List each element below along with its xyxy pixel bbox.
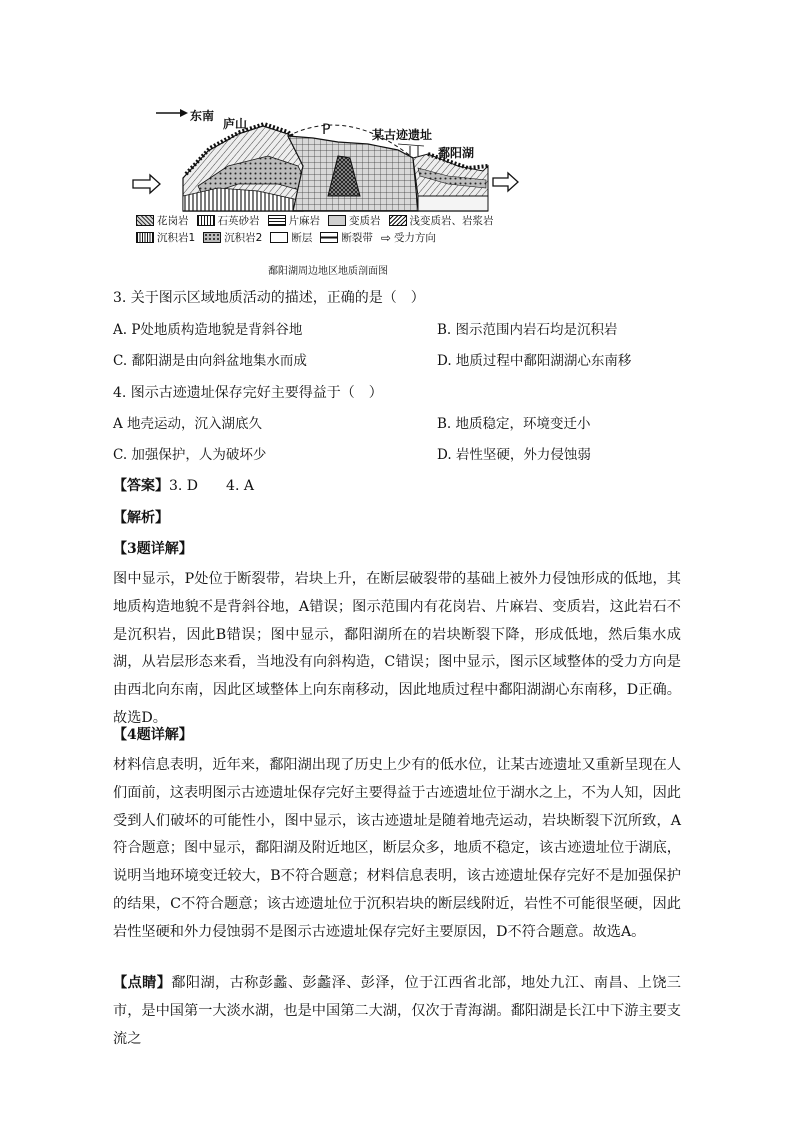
legend-item: 沉积岩1 [136,230,195,245]
detail-3-text: 图中显示，P处位于断裂带，岩块上升，在断层破裂带的基础上被外力侵蚀形成的低地，其地质构造地貌不是背斜谷地，A错误；图示范围内有花岗岩、片麻岩、变质岩，这此岩石不是沉积岩，因此B错误；图中显示，鄱阳湖所在的岩块断裂下降，形成低地，然后集水成湖，从岩层形态来看，当地没有向斜构造，C错误；图中显示，图示区域整体的受力方向是由西北向东南，因此区域整体上向东南移动，因此地质过程中鄱阳湖湖心东南移，D正确。故选D。 [113,571,681,726]
figure-caption: 鄱阳湖周边地区地质剖面图 [268,266,388,277]
metamorphic-swatch [328,215,346,226]
legend-item: 花岗岩 [136,213,189,228]
detail-4-text: 材料信息表明，近年来，鄱阳湖出现了历史上少有的低水位，让某古迹遗址又重新呈现在人们面前，这表明图示古迹遗址保存完好主要得益于古迹遗址位于湖水之上，不为人知，因此受到人们破坏的可能性小，图中显示，该古迹遗址是随着地壳运动，岩块断裂下沉所致，A符合题意；图中显示，鄱阳湖及附近地区，断层众多，地质不稳定，该古迹遗址位于湖底，说明当地环境变迁较大，B不符合题意；材料信息表明，该古迹遗址保存完好不是加强保护的结果，C不符合题意；该古迹遗址位于沉积岩块的断层线附近，岩性不可能很坚硬，因此岩性坚硬和外力侵蚀弱不是图示古迹遗址保存完好主要原因，D不符合题意。故选A。 [113,757,681,940]
legend-item: 片麻岩 [268,213,321,228]
legend-item: ⇨ 受力方向 [380,230,436,245]
detail-4-label: 【4题详解】 [113,727,193,743]
right-base [418,196,488,211]
legend-row-2 [136,230,444,245]
direction-arrow-icon [156,109,188,117]
answer-text: 3. D 4. A [169,478,254,494]
legend-row-1 [136,213,502,228]
legend-item: 沉积岩2 [203,230,262,245]
force-arrow-right-icon [493,173,518,191]
sediment2-swatch [203,232,221,243]
q4-option-c: C. 加强保护，人为破坏少 [113,447,267,463]
q3-option-c: C. 鄱阳湖是由向斜盆地集水而成 [113,353,307,369]
detail-3-label: 【3题详解】 [113,541,193,557]
answer-label: 【答案】 [113,478,169,494]
q3-option-a: A. P处地质构造地貌是背斜谷地 [113,322,303,338]
cross-section-drawing [128,96,528,226]
question-3-stem: 3. 关于图示区域地质活动的描述，正确的是（ ） [113,290,425,306]
legend-item: 断层 [270,230,312,245]
force-arrow-left-icon [133,175,160,193]
legend-item: 浅变质岩、岩浆岩 [389,213,494,228]
force-direction-icon: ⇨ [380,230,391,245]
fault-zone-swatch [320,232,338,243]
gneiss-swatch [268,215,286,226]
legend-item: 断裂带 [320,230,373,245]
q4-option-a: A 地壳运动，沉入湖底久 [113,416,263,432]
low-metamorphic-swatch [389,215,407,226]
note-text: 鄱阳湖，古称彭蠡、彭蠡泽、彭泽，位于江西省北部，地处九江、南昌、上饶三市，是中国第一大淡水湖，也是中国第二大湖，仅次于青海湖。鄱阳湖是长江中下游主要支流之 [113,975,681,1047]
note-paragraph [113,970,681,1053]
q4-option-b: B. 地质稳定，环境变迁小 [437,416,591,432]
note-label: 【点睛】 [113,975,172,991]
direction-label: 东南 [190,109,215,123]
label-lushan: 庐山 [223,117,248,131]
fault-swatch [270,232,288,243]
answer-line [113,477,254,495]
geology-cross-section-figure [128,96,528,276]
label-site: 某古迹遗址 [372,128,433,142]
q3-option-b: B. 图示范围内岩石均是沉积岩 [437,322,618,338]
label-p: P [322,122,331,138]
legend-item: 变质岩 [328,213,381,228]
analysis-label: 【解析】 [113,510,169,526]
granite-swatch [136,215,154,226]
legend-item: 石英砂岩 [197,213,260,228]
q4-option-d: D. 岩性坚硬，外力侵蚀弱 [437,447,591,463]
sandstone-swatch [197,215,215,226]
question-4-stem: 4. 图示古迹遗址保存完好主要得益于（ ） [113,385,383,401]
label-lake: 鄱阳湖 [438,146,475,160]
q3-option-d: D. 地质过程中鄱阳湖湖心东南移 [437,353,632,369]
sediment1-swatch [136,232,154,243]
